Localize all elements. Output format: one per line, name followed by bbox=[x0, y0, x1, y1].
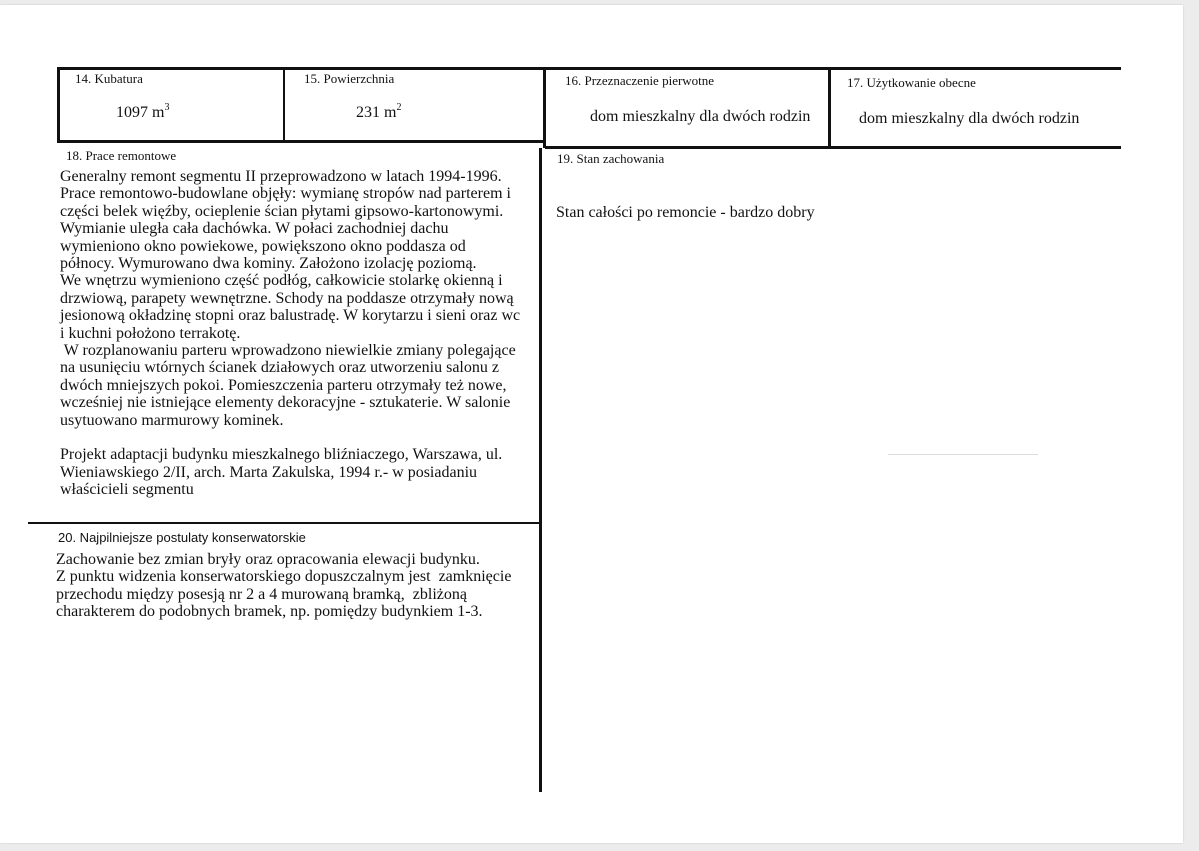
main-vertical-divider bbox=[539, 148, 542, 792]
prace-line: Wymianie uległa cała dachówka. W połaci zachodniej dachu bbox=[60, 220, 449, 238]
postulaty-line: charakterem do podobnych bramek, np. pomiędzy budynkiem 1-3. bbox=[56, 603, 483, 621]
faint-scan-line bbox=[888, 454, 1038, 455]
prace-line: Projekt adaptacji budynku mieszkalnego bliźniaczego, Warszawa, ul. bbox=[60, 446, 503, 464]
prace-line: W rozplanowaniu parteru wprowadzono niewielkie zmiany polegające bbox=[60, 342, 516, 360]
table-left-border bbox=[57, 67, 60, 142]
prace-line: jesionową okładzinę stopni oraz balustradę. W korytarzu i sieni oraz wc bbox=[60, 307, 521, 325]
prace-line-blank bbox=[60, 429, 538, 446]
przeznaczenie-value: dom mieszkalny dla dwóch rodzin bbox=[590, 108, 811, 125]
postulaty-line: Z punktu widzenia konserwatorskiego dopuszczalnym jest zamknięcie bbox=[56, 568, 512, 586]
prace-text bbox=[60, 168, 538, 499]
section-divider-18-20 bbox=[28, 522, 542, 524]
prace-line: usytuowano marmurowy kominek. bbox=[60, 411, 284, 429]
powierzchnia-value: 231 $m^2$ bbox=[356, 102, 402, 121]
prace-line: drzwiową, parapety wewnętrzne. Schody na poddasze otrzymały nową bbox=[60, 289, 514, 307]
prace-line: We wnętrzu wymieniono część podłóg, całkowicie stolarkę okienną i bbox=[60, 272, 503, 290]
col-divider-16-17 bbox=[828, 67, 831, 148]
prace-line: Prace remontowo-budowlane objęły: wymianę stropów nad parterem i bbox=[60, 185, 511, 203]
prace-line: wymieniono okno powiekowe, powiększono okno poddasza od bbox=[60, 237, 466, 255]
prace-line: Generalny remont segmentu II przeprowadzono w latach 1994-1996. bbox=[60, 168, 502, 185]
prace-line: wcześniej nie istniejące elementy dekoracyjne - sztukaterie. W salonie bbox=[60, 394, 511, 412]
prace-line: części belek więźby, ocieplenie ścian płytami gipsowo-kartonowymi. bbox=[60, 202, 504, 220]
col-divider-14-15 bbox=[283, 67, 285, 142]
col-divider-15-16 bbox=[543, 67, 546, 148]
postulaty-label: 20. Najpilniejsze postulaty konserwatorskie bbox=[58, 530, 306, 545]
prace-line: właścicieli segmentu bbox=[60, 481, 194, 499]
postulaty-line: przechodu między posesją nr 2 a 4 murowaną bramką, zbliżoną bbox=[56, 585, 467, 603]
powierzchnia-label: 15. Powierzchnia bbox=[304, 71, 395, 86]
kubatura-value: 1097 $m^3$ bbox=[116, 102, 170, 121]
table-row-divider-right bbox=[545, 146, 1121, 149]
uzytkowanie-label: 17. Użytkowanie obecne bbox=[847, 75, 976, 90]
stan-label: 19. Stan zachowania bbox=[557, 151, 665, 166]
table-row-divider bbox=[57, 140, 545, 143]
postulaty-text bbox=[56, 551, 536, 621]
kubatura-label: 14. Kubatura bbox=[75, 71, 143, 86]
uzytkowanie-value: dom mieszkalny dla dwóch rodzin bbox=[859, 110, 1080, 127]
postulaty-line: Zachowanie bez zmian bryły oraz opracowania elewacji budynku. bbox=[56, 551, 480, 568]
prace-line: na usunięciu wtórnych ścianek działowych oraz utworzeniu salonu z bbox=[60, 359, 499, 377]
prace-line: Wieniawskiego 2/II, arch. Marta Zakulska, 1994 r.- w posiadaniu bbox=[60, 463, 478, 481]
prace-line: północy. Wymurowano dwa kominy. Założono izolację poziomą. bbox=[60, 255, 477, 273]
przeznaczenie-label: 16. Przeznaczenie pierwotne bbox=[565, 73, 715, 88]
prace-line: i kuchni położono terrakotę. bbox=[60, 324, 241, 342]
prace-line: dwóch mniejszych pokoi. Pomieszczenia parteru otrzymały też nowe, bbox=[60, 376, 507, 394]
table-top-border bbox=[57, 67, 1121, 70]
stan-value: Stan całości po remoncie - bardzo dobry bbox=[556, 204, 815, 221]
prace-label: 18. Prace remontowe bbox=[66, 148, 177, 163]
